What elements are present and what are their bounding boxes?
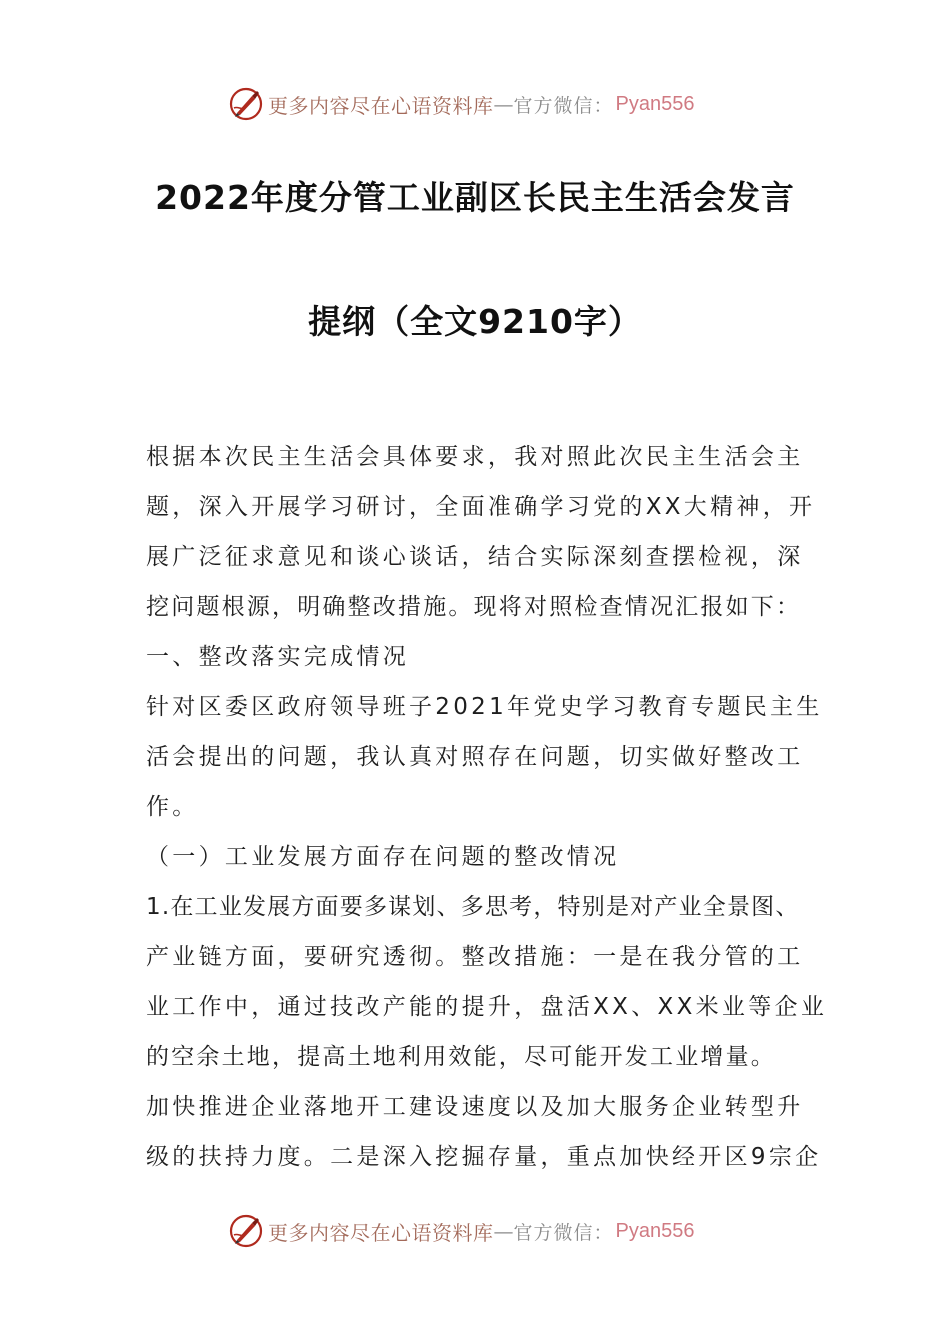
body-line-3: 展广泛征求意见和谈心谈话，结合实际深刻查摆检视，深 (146, 544, 804, 570)
header-watermark (228, 84, 694, 124)
document-body (146, 432, 828, 1182)
body-line-11: 产业链方面，要研究透彻。整改措施：一是在我分管的工 (146, 944, 804, 970)
watermark-lead-text: 更多内容尽在心语资料库 (268, 1220, 494, 1245)
body-line-2: 题，深入开展学习研讨，全面准确学习党的XX大精神，开 (146, 494, 816, 520)
quill-pen-logo-icon (228, 1213, 264, 1249)
watermark-wechat-id: Pyan556 (615, 1219, 695, 1242)
body-line-8: 作。 (146, 794, 199, 820)
body-line-7: 活会提出的问题，我认真对照存在问题，切实做好整改工 (146, 744, 804, 770)
watermark-wechat-id: Pyan556 (615, 92, 695, 115)
watermark-official-label: 官方微信： (513, 1221, 614, 1244)
document-title-line-1: 2022年度分管工业副区长民主生活会发言 (155, 178, 795, 217)
body-line-14: 加快推进企业落地开工建设速度以及加大服务企业转型升 (146, 1094, 804, 1120)
watermark-lead-text: 更多内容尽在心语资料库 (268, 93, 494, 118)
watermark-official-label: 官方微信： (513, 94, 614, 117)
body-line-15: 级的扶持力度。二是深入挖掘存量，重点加快经开区9宗企 (146, 1144, 822, 1170)
section-heading-1: 一、整改落实完成情况 (146, 644, 409, 670)
body-line-6: 针对区委区政府领导班子2021年党史学习教育专题民主生 (146, 694, 823, 720)
body-line-13: 的空余土地，提高土地利用效能，尽可能开发工业增量。 (146, 1044, 776, 1070)
body-line-10: 1.在工业发展方面要多谋划、多思考，特别是对产业全景图、 (146, 894, 800, 920)
footer-watermark (228, 1211, 694, 1251)
document-title-line-2: 提纲（全文9210字） (308, 302, 642, 341)
quill-pen-logo-icon (228, 86, 264, 122)
body-line-4: 挖问题根源，明确整改措施。现将对照检查情况汇报如下： (146, 594, 802, 620)
watermark-dash: — (493, 1219, 514, 1243)
body-line-12: 业工作中，通过技改产能的提升，盘活XX、XX米业等企业 (146, 994, 828, 1020)
subsection-heading-1: （一）工业发展方面存在问题的整改情况 (146, 844, 620, 870)
watermark-dash: — (493, 92, 514, 116)
body-line-1: 根据本次民主生活会具体要求，我对照此次民主生活会主 (146, 444, 804, 470)
